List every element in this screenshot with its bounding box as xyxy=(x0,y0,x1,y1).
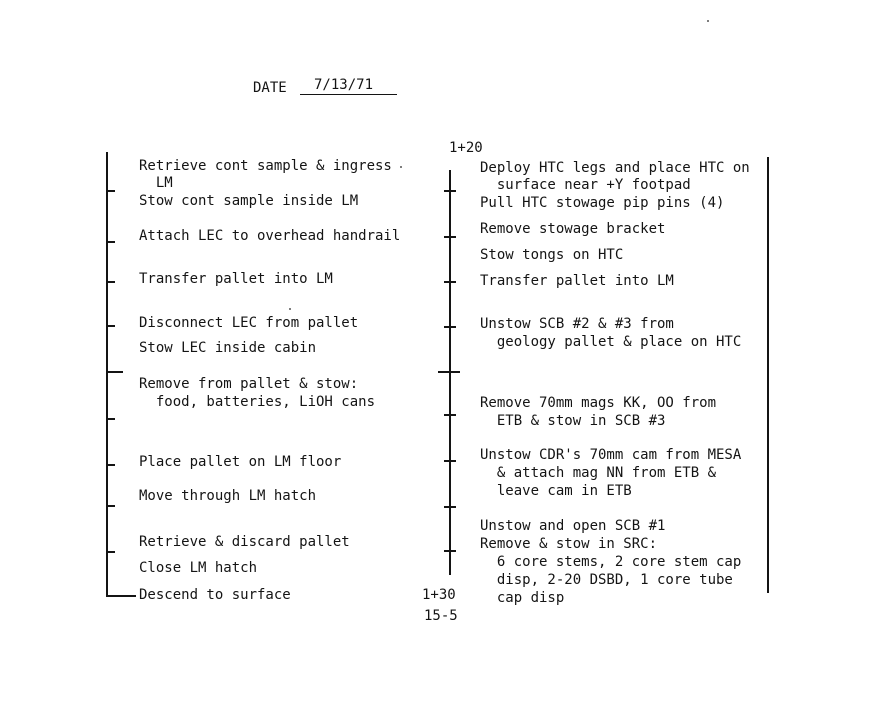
left-item: Close LM hatch xyxy=(139,560,258,576)
middle-tick xyxy=(444,326,456,328)
left-item: LM xyxy=(139,175,173,191)
right-item: Remove & stow in SRC: xyxy=(480,536,658,552)
left-tick xyxy=(106,505,115,507)
right-item: Transfer pallet into LM xyxy=(480,273,674,289)
left-tick xyxy=(106,464,115,466)
left-tick xyxy=(106,281,115,283)
right-item: Unstow SCB #2 & #3 from xyxy=(480,316,674,332)
right-item: Remove 70mm mags KK, OO from xyxy=(480,395,717,411)
left-tick xyxy=(106,418,115,420)
middle-tick xyxy=(444,550,456,552)
left-item: Retrieve & discard pallet xyxy=(139,534,350,550)
left-item: Descend to surface xyxy=(139,587,291,603)
date-underline xyxy=(300,94,397,95)
right-item: Stow tongs on HTC xyxy=(480,247,624,263)
right-item: geology pallet & place on HTC xyxy=(480,334,742,350)
right-item: surface near +Y footpad xyxy=(480,177,691,193)
middle-tick xyxy=(444,236,456,238)
right-item: Unstow and open SCB #1 xyxy=(480,518,666,534)
right-item: Remove stowage bracket xyxy=(480,221,666,237)
middle-tick xyxy=(444,190,456,192)
right-item: cap disp xyxy=(480,590,565,606)
left-item: Attach LEC to overhead handrail xyxy=(139,228,401,244)
left-item: Stow cont sample inside LM xyxy=(139,193,359,209)
left-item: food, batteries, LiOH cans xyxy=(139,394,376,410)
date-value: 7/13/71 xyxy=(314,77,374,93)
left-item: Disconnect LEC from pallet xyxy=(139,315,359,331)
left-item: Move through LM hatch xyxy=(139,488,317,504)
date-label: DATE xyxy=(253,80,287,96)
scan-speck xyxy=(707,20,709,22)
left-item: Retrieve cont sample & ingress xyxy=(139,158,392,174)
left-tick xyxy=(106,190,115,192)
left-timeline-bar xyxy=(106,152,108,597)
left-item: Transfer pallet into LM xyxy=(139,271,333,287)
left-item: Remove from pallet & stow: xyxy=(139,376,359,392)
right-border xyxy=(767,157,769,593)
start-time: 1+20 xyxy=(449,140,483,156)
left-item: Place pallet on LM floor xyxy=(139,454,342,470)
middle-tick xyxy=(444,414,456,416)
left-timeline-end xyxy=(106,595,136,597)
middle-tick xyxy=(444,281,456,283)
scan-speck xyxy=(400,166,402,168)
right-item: Deploy HTC legs and place HTC on xyxy=(480,160,750,176)
right-item: disp, 2-20 DSBD, 1 core tube xyxy=(480,572,733,588)
middle-tick xyxy=(444,460,456,462)
middle-tick xyxy=(438,371,460,373)
scan-speck xyxy=(289,308,291,310)
left-tick xyxy=(106,241,115,243)
end-time: 1+30 xyxy=(422,587,456,603)
right-item: & attach mag NN from ETB & xyxy=(480,465,717,481)
right-item: ETB & stow in SCB #3 xyxy=(480,413,666,429)
right-item: leave cam in ETB xyxy=(480,483,632,499)
left-item: Stow LEC inside cabin xyxy=(139,340,317,356)
left-tick xyxy=(106,551,115,553)
right-item: Pull HTC stowage pip pins (4) xyxy=(480,195,725,211)
page-number: 15-5 xyxy=(424,608,458,624)
right-item: Unstow CDR's 70mm cam from MESA xyxy=(480,447,742,463)
middle-tick xyxy=(444,506,456,508)
left-tick xyxy=(106,325,115,327)
right-item: 6 core stems, 2 core stem cap xyxy=(480,554,742,570)
left-tick xyxy=(106,371,123,373)
